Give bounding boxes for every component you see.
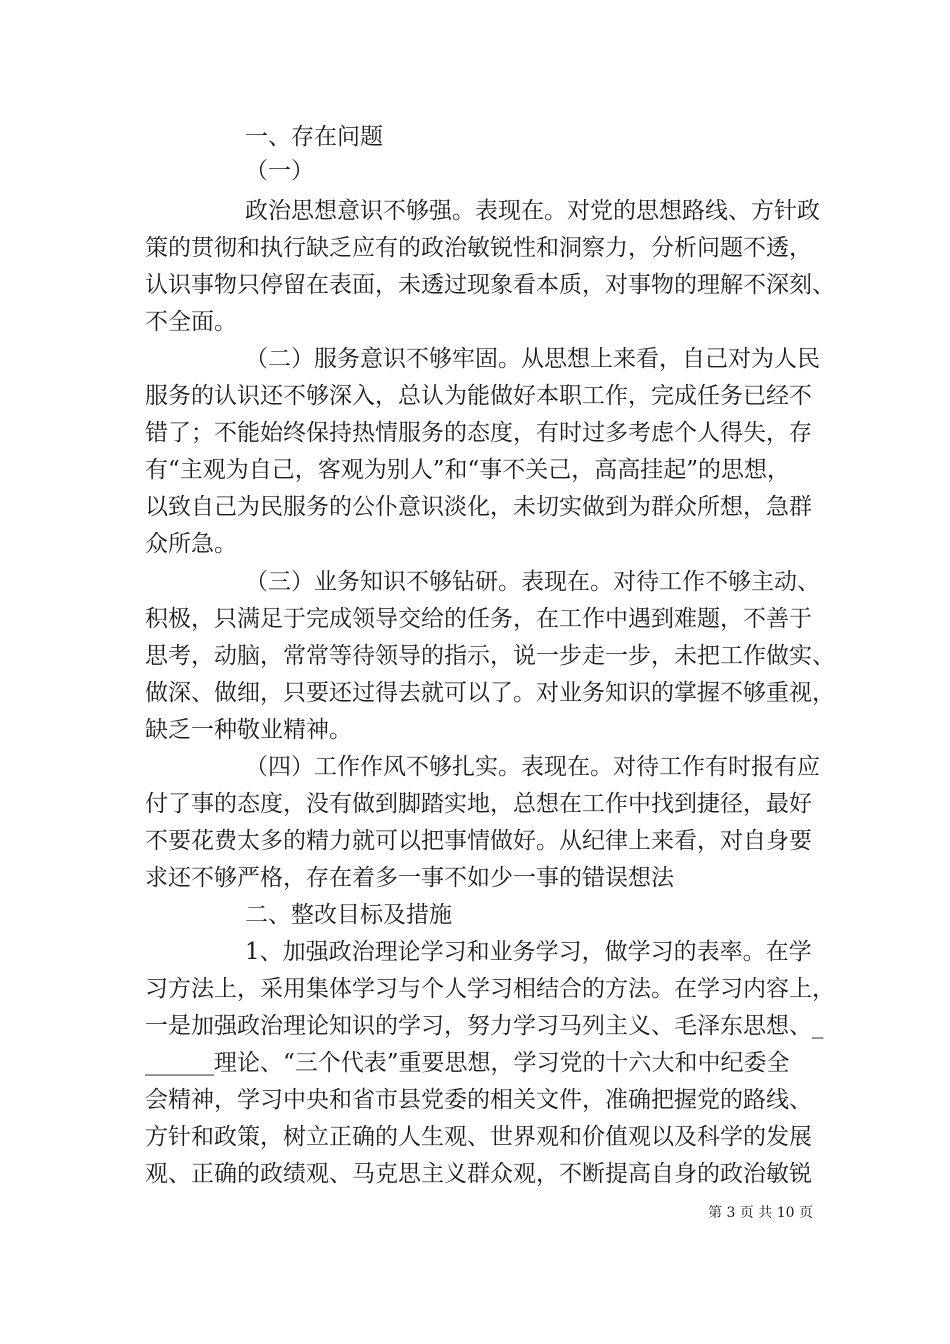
paragraph-line: ______理论、“三个代表”重要思想，学习党的十六大和中纪委全 [145,1050,790,1076]
paragraph-line: 做深、做细，只要还过得去就可以了。对业务知识的掌握不够重视， [145,680,835,706]
paragraph-line: 会精神，学习中央和省市县党委的相关文件，准确把握党的路线、 [145,1087,812,1113]
paragraph-line: 一是加强政治理论知识的学习，努力学习马列主义、毛泽东思想、_ [145,1013,824,1039]
paragraph-line: 求还不够严格，存在着多一事不如少一事的错误想法 [145,865,674,891]
paragraph-line: （二）服务意识不够牢固。从思想上来看，自己对为人民 [245,346,820,372]
paragraph-line: 众所急。 [145,531,237,557]
paragraph-line: 缺乏一种敬业精神。 [145,717,352,743]
paragraph-line: 服务的认识还不够深入，总认为能做好本职工作，完成任务已经不 [145,383,812,409]
paragraph-line: 习方法上，采用集体学习与个人学习相结合的方法。在学习内容上， [145,976,835,1002]
subsection-number-one: （一） [245,158,314,184]
paragraph-line: 观、正确的政绩观、马克思主义群众观，不断提高自身的政治敏锐 [145,1161,812,1187]
page-number-footer: 第 3 页 共 10 页 [708,1205,813,1221]
paragraph-line: 积极，只满足于完成领导交给的任务，在工作中遇到难题，不善于 [145,606,812,632]
paragraph-line: 思考，动脑，常常等待领导的指示，说一步走一步，未把工作做实、 [145,643,835,669]
paragraph-line: 方针和政策，树立正确的人生观、世界观和价值观以及科学的发展 [145,1124,812,1150]
paragraph-line: 策的贯彻和执行缺乏应有的政治敏锐性和洞察力，分析问题不透， [145,235,812,261]
paragraph-line: 不全面。 [145,309,237,335]
section-heading-measures: 二、整改目标及措施 [245,902,452,928]
section-heading-problems: 一、存在问题 [245,124,383,150]
paragraph-line: 错了；不能始终保持热情服务的态度，有时过多考虑个人得失，存 [145,420,812,446]
paragraph-line: （三）业务知识不够钻研。表现在。对待工作不够主动、 [245,569,820,595]
paragraph-line: 认识事物只停留在表面，未透过现象看本质，对事物的理解不深刻、 [145,272,835,298]
paragraph-line: 不要花费太多的精力就可以把事情做好。从纪律上来看，对自身要 [145,828,812,854]
paragraph-line: 以致自己为民服务的公仆意识淡化，未切实做到为群众所想，急群 [145,494,812,520]
paragraph-line: 政治思想意识不够强。表现在。对党的思想路线、方针政 [245,198,820,224]
paragraph-line: （四）工作作风不够扎实。表现在。对待工作有时报有应 [245,754,820,780]
paragraph-line: 有“主观为自己，客观为别人”和“事不关己，高高挂起”的思想， [145,457,791,483]
paragraph-line: 1、加强政治理论学习和业务学习，做学习的表率。在学 [245,939,812,965]
paragraph-line: 付了事的态度，没有做到脚踏实地，总想在工作中找到捷径，最好 [145,791,812,817]
